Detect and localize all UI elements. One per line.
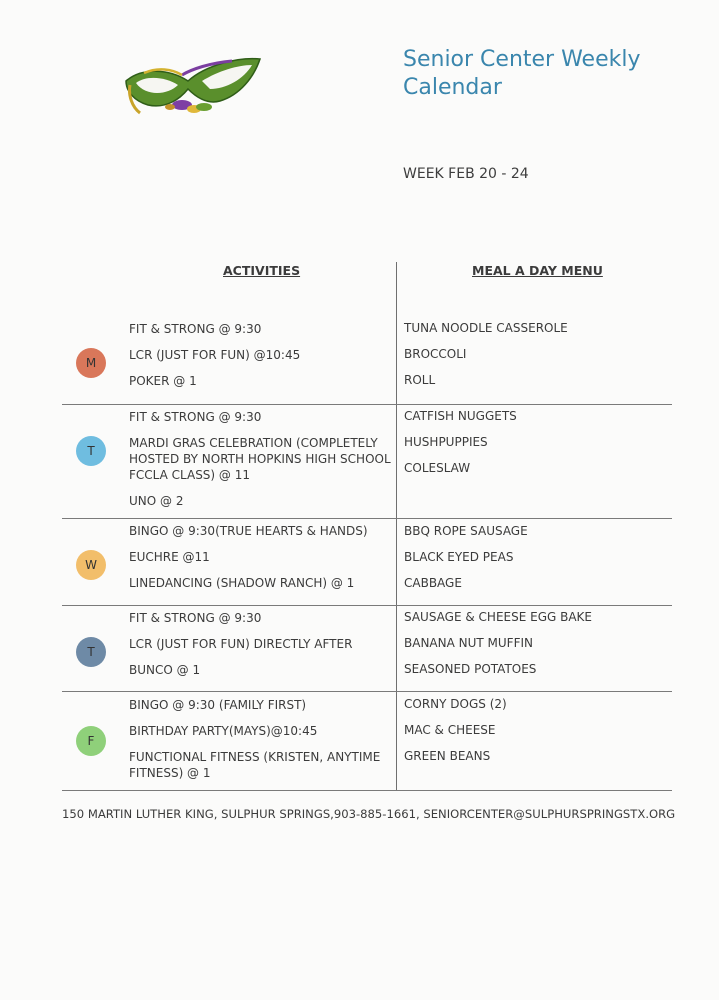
activity-item: EUCHRE @11 — [129, 550, 210, 564]
column-divider — [396, 262, 397, 790]
activity-item: BUNCO @ 1 — [129, 663, 201, 677]
activity-item: LCR (JUST FOR FUN) DIRECTLY AFTER — [129, 637, 353, 651]
activity-item: FUNCTIONAL FITNESS (KRISTEN, ANYTIME FITNESS) @ 1 — [129, 750, 381, 780]
day-badge-friday: F — [76, 726, 106, 756]
menu-item: ROLL — [404, 373, 436, 387]
menu-item: SAUSAGE & CHEESE EGG BAKE — [404, 610, 593, 624]
menu-header: MEAL A DAY MENU — [472, 263, 603, 278]
activity-item: LINEDANCING (SHADOW RANCH) @ 1 — [129, 576, 355, 590]
day-badge-monday: M — [76, 348, 106, 378]
activity-item: FIT & STRONG @ 9:30 — [129, 410, 262, 424]
menu-item: MAC & CHEESE — [404, 723, 496, 737]
menu-item: GREEN BEANS — [404, 749, 491, 763]
menu-item: BLACK EYED PEAS — [404, 550, 514, 564]
activity-item: MARDI GRAS CELEBRATION (COMPLETELY HOSTED BY NORTH HOPKINS HIGH SCHOOL FCCLA CLASS) @ 11 — [129, 436, 391, 482]
row-divider — [62, 691, 672, 692]
day-badge-wednesday: W — [76, 550, 106, 580]
day-badge-thursday: T — [76, 637, 106, 667]
menu-thursday — [404, 609, 672, 687]
activity-item: FIT & STRONG @ 9:30 — [129, 611, 262, 625]
menu-item: BROCCOLI — [404, 347, 467, 361]
activity-item: LCR (JUST FOR FUN) @10:45 — [129, 348, 301, 362]
menu-friday — [404, 696, 672, 774]
contact-footer: 150 MARTIN LUTHER KING, SULPHUR SPRINGS,903-885-1661, SENIORCENTER@SULPHURSPRINGSTX.ORG — [62, 807, 676, 821]
menu-item: HUSHPUPPIES — [404, 435, 488, 449]
activity-item: BINGO @ 9:30(TRUE HEARTS & HANDS) — [129, 524, 368, 538]
menu-tuesday — [404, 408, 672, 486]
menu-item: CABBAGE — [404, 576, 462, 590]
menu-item: CORNY DOGS (2) — [404, 697, 507, 711]
day-badge-tuesday: T — [76, 436, 106, 466]
activities-tuesday — [129, 409, 391, 519]
activities-wednesday — [129, 523, 391, 601]
page-title: Senior Center Weekly Calendar — [403, 47, 641, 100]
week-range: WEEK FEB 20 - 24 — [403, 166, 529, 182]
activities-friday — [129, 697, 391, 791]
row-divider — [62, 605, 672, 606]
menu-item: TUNA NOODLE CASSEROLE — [404, 321, 568, 335]
menu-item: BANANA NUT MUFFIN — [404, 636, 533, 650]
menu-item: SEASONED POTATOES — [404, 662, 537, 676]
menu-item: BBQ ROPE SAUSAGE — [404, 524, 528, 538]
menu-monday — [404, 320, 672, 398]
row-divider — [62, 404, 672, 405]
activity-item: BIRTHDAY PARTY(MAYS)@10:45 — [129, 724, 318, 738]
activity-item: FIT & STRONG @ 9:30 — [129, 322, 262, 336]
activities-header: ACTIVITIES — [223, 263, 301, 278]
menu-item: CATFISH NUGGETS — [404, 409, 517, 423]
activity-item: BINGO @ 9:30 (FAMILY FIRST) — [129, 698, 307, 712]
mardi-gras-mask-icon — [122, 55, 264, 121]
menu-item: COLESLAW — [404, 461, 471, 475]
menu-wednesday — [404, 523, 672, 601]
activities-thursday — [129, 610, 391, 688]
activities-monday — [129, 321, 391, 399]
activity-item: UNO @ 2 — [129, 494, 184, 508]
activity-item: POKER @ 1 — [129, 374, 197, 388]
